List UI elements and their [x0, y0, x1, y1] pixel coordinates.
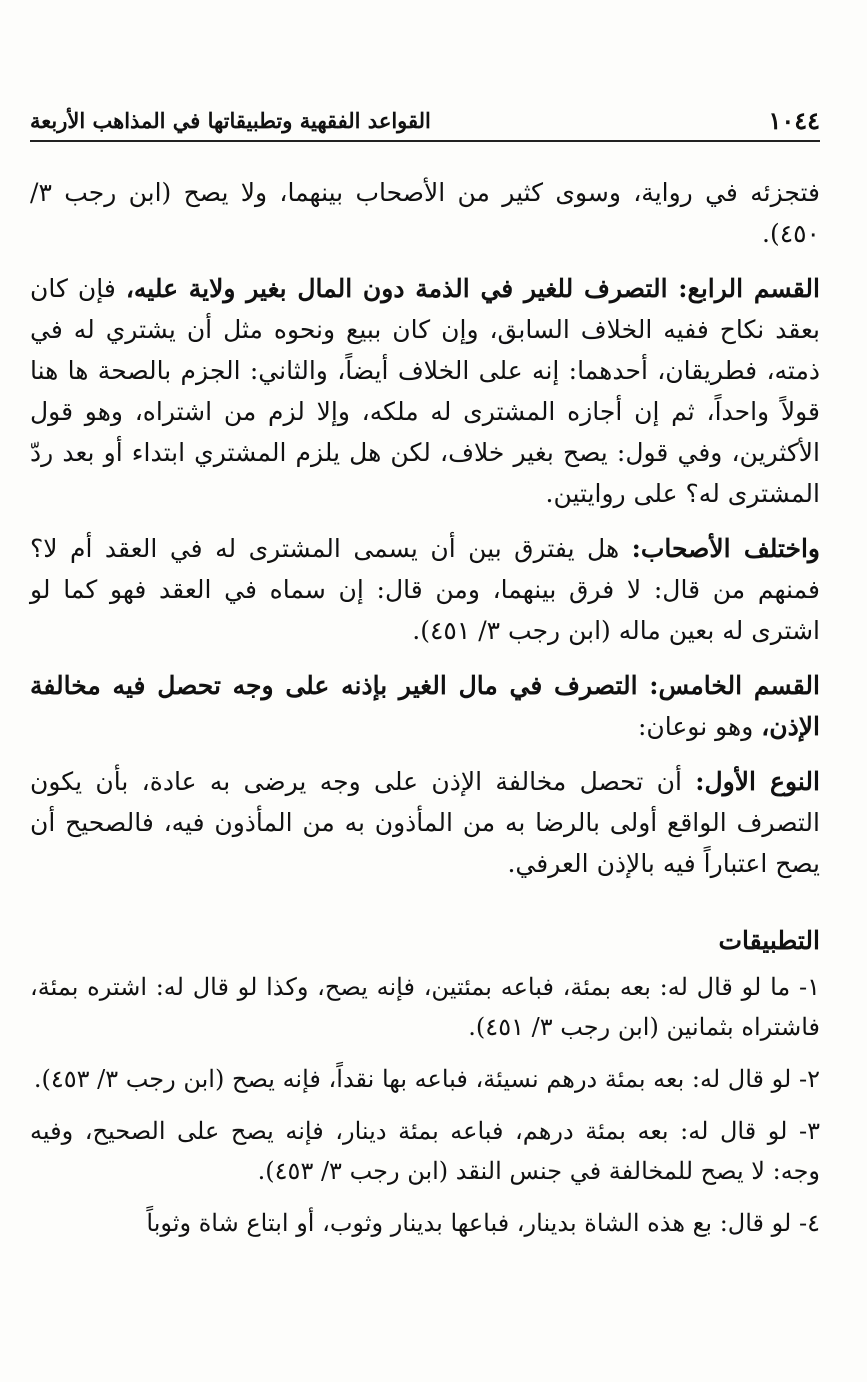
paragraph-companions-dispute	[30, 528, 820, 651]
applications-list	[30, 967, 820, 1243]
companions-dispute-text: هل يفترق بين أن يسمى المشترى له في العقد أم لا؟ فمنهم من قال: لا فرق بينهما، ومن قال: إن سماه في العقد فهو كما لو اشترى له بعين ماله (ابن رجب ٣/ ٤٥١).	[30, 534, 820, 645]
paragraph-1: فتجزئه في رواية، وسوى كثير من الأصحاب بينهما، ولا يصح (ابن رجب ٣/ ٤٥٠).	[30, 178, 820, 248]
type-1-heading: النوع الأول:	[695, 767, 820, 796]
companions-dispute-heading: واختلف الأصحاب:	[631, 534, 820, 563]
running-title: القواعد الفقهية وتطبيقاتها في المذاهب الأربعة	[30, 108, 431, 133]
application-item-3: ٣- لو قال له: بعه بمئة درهم، فباعه بمئة دينار، فإنه يصح على الصحيح، وفيه وجه: لا يصح للمخالفة في جنس النقد (ابن رجب ٣/ ٤٥٣).	[30, 1117, 820, 1185]
applications-title: التطبيقات	[718, 926, 820, 955]
page-body	[30, 172, 820, 1255]
section-5-text: وهو نوعان:	[637, 712, 762, 741]
section-4-text: فإن كان بعقد نكاح ففيه الخلاف السابق، وإن كان ببيع ونحوه مثل أن يشتري له في ذمته، فطريقان، أحدهما: إنه على الخلاف أيضاً، والثاني: الجزم بالصحة ها هنا قولاً واحداً، ثم إن أجازه المشترى له ملكه، وإلا لزم من اشتراه، وهو قول الأكثرين، وفي قول: يصح بغير خلاف، لكن هل يلزم المشتري ابتداء أو بعد ردّ المشترى له؟ على روايتين.	[30, 274, 820, 508]
page-header	[30, 100, 820, 142]
paragraph-type-1	[30, 761, 820, 884]
application-item-1: ١- ما لو قال له: بعه بمئة، فباعه بمئتين، فإنه يصح، وكذا لو قال له: اشتره بمئة، فاشتراه بثمانين (ابن رجب ٣/ ٤٥١).	[30, 973, 820, 1041]
type-1-text: أن تحصل مخالفة الإذن على وجه يرضى به عادة، بأن يكون التصرف الواقع أولى بالرضا به من المأذون به من المأذون فيه، فالصحيح أن يصح اعتباراً فيه بالإذن العرفي.	[30, 767, 820, 878]
paragraph-section-4	[30, 268, 820, 514]
section-4-heading: القسم الرابع: التصرف للغير في الذمة دون المال بغير ولاية عليه،	[125, 274, 820, 303]
paragraph-section-5	[30, 665, 820, 747]
page-number: ١٠٤٤	[768, 106, 820, 135]
application-item-4: ٤- لو قال: بع هذه الشاة بدينار، فباعها بدينار وثوب، أو ابتاع شاة وثوباً	[146, 1209, 820, 1237]
application-item-2: ٢- لو قال له: بعه بمئة درهم نسيئة، فباعه بها نقداً، فإنه يصح (ابن رجب ٣/ ٤٥٣).	[33, 1065, 820, 1093]
section-5-heading: القسم الخامس: التصرف في مال الغير بإذنه على وجه تحصل فيه مخالفة الإذن،	[30, 671, 820, 741]
